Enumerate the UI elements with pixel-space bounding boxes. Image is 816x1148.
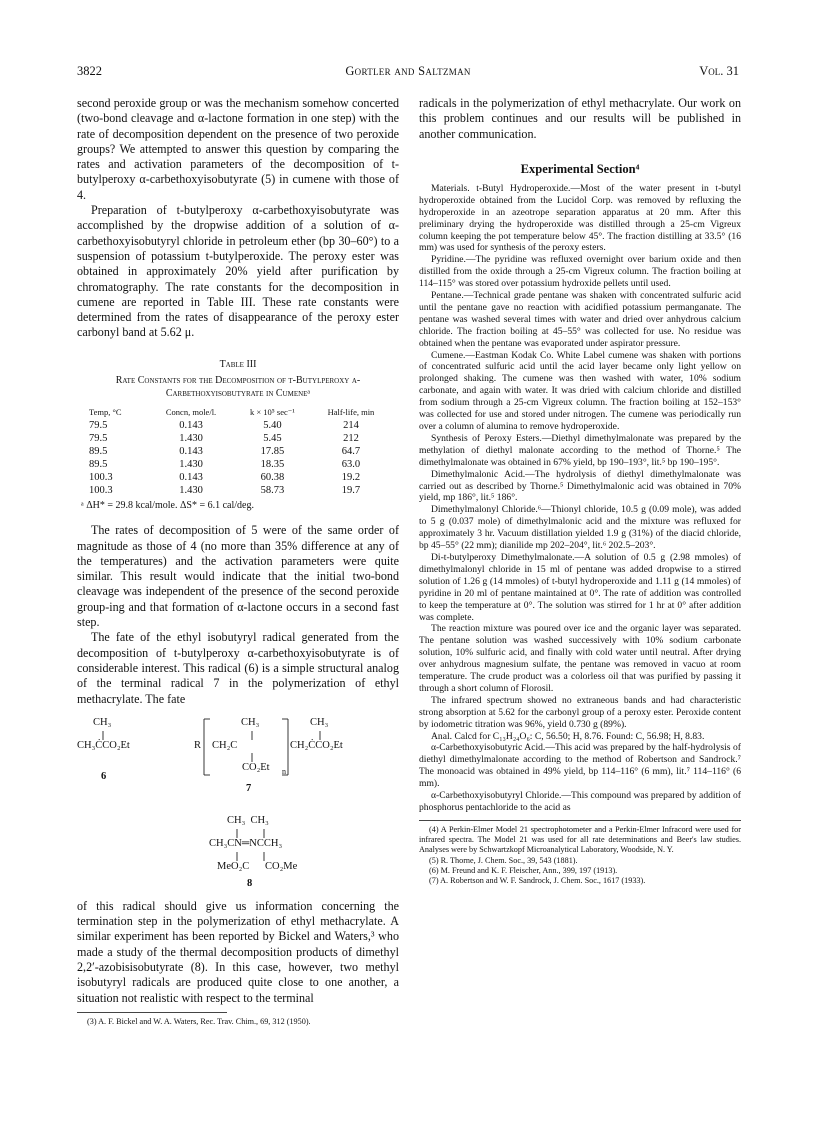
footnote-divider [419, 820, 741, 821]
table-header: Half-life, min [327, 406, 375, 417]
table-cell: 58.73 [260, 485, 285, 497]
table-row [81, 471, 391, 484]
structure-6-methyl: CH₃ [93, 716, 112, 728]
table-cell: 19.2 [341, 472, 361, 484]
structure-8-methyls: CH₃ CH₃ [227, 814, 269, 826]
table-cell: 214 [343, 420, 359, 432]
table-cell: 5.40 [263, 420, 282, 432]
table-label: Table III [219, 358, 257, 370]
footnote: (6) M. Freund and K. F. Fleischer, Ann., 399, 197 (1913). [429, 865, 618, 875]
table-cell: 0.143 [179, 472, 203, 484]
table-header: Concn, mole/l. [165, 406, 217, 417]
footnote: (3) A. F. Bickel and W. A. Waters, Rec. Trav. Chim., 69, 312 (1950). [87, 1016, 311, 1026]
table-row [81, 419, 391, 432]
table-cell: 64.7 [341, 446, 361, 458]
volume-label: Vol. 31 [699, 64, 739, 78]
experimental-paragraph: Dimethylmalonic Acid.—The hydrolysis of diethyl dimethylmalonate was carried out as described by Thorne.⁵ Dimethylmalonic acid was obtained in 70% yield, mp 186°, lit.⁵ 186°. [419, 468, 741, 504]
experimental-paragraph: Pyridine.—The pyridine was refluxed overnight over barium oxide and then distilled from the oxide through a 25-cm Vigreux column. The fraction boiling at 114–115° was stored over potassium hydroxide pellets until used. [419, 254, 741, 290]
footnote: (5) R. Thorne, J. Chem. Soc., 39, 543 (1881). [429, 855, 578, 865]
table-row [81, 458, 391, 471]
table-header: k × 10⁵ sec⁻¹ [250, 406, 295, 417]
structure-6-formula: CH₃ĊCO₂Et [77, 739, 130, 751]
experimental-paragraph: The reaction mixture was poured over ice and the organic layer was separated. The pentane solution was washed successively with 10% sodium carbonate solution, 10% sulfuric acid, and finally with cold water until neutral. After drying over anhydrous magnesium sulfate, the pentane was removed in vacuo at room temperature. The crude product was a colorless oil that was purified by passing it through a short column of Florosil. [419, 623, 741, 694]
structure-7-subscript: n [282, 766, 286, 776]
experimental-paragraph: The infrared spectrum showed no extraneous bands and had characteristic strong absorption at 5.62 for the carbonyl group of a peroxy ester. Peroxide content by iodometric titration was 96%, yield 0.730 g (89%). [419, 694, 741, 730]
table-row [81, 484, 391, 497]
table-cell: 212 [343, 433, 359, 445]
footnote: (7) A. Robertson and W. F. Sandrock, J. Chem. Soc., 1617 (1933). [429, 875, 646, 885]
chemical-structures [77, 713, 399, 893]
table-cell: 0.143 [179, 420, 203, 432]
right-column [419, 96, 741, 886]
table-cell: 17.85 [260, 446, 285, 458]
structure-8-esters: MeO₂C CO₂Me [217, 860, 298, 872]
table-cell: 18.35 [260, 459, 285, 471]
table-cell: 1.430 [179, 485, 203, 497]
paragraph: of this radical should give us information concerning the termination step in the polymerization of ethyl methacrylate. A similar experiment has been reported by Bickel and Waters,³ who made a study of the thermal decomposition products of dimethyl 2,2′-azobisisobutyrate (8). In this case, however, two methyl isobutyryl radicals are produced quite close to one another, a situation not realistic with respect to the terminal [77, 898, 399, 1005]
section-heading: Experimental Section⁴ [520, 161, 640, 176]
table-footnote: ᵃ ΔH* = 29.8 kcal/mole. ΔS* = 6.1 cal/deg. [81, 500, 254, 512]
table-cell: 79.5 [89, 420, 108, 432]
table-row [81, 432, 391, 445]
left-column [77, 96, 399, 1027]
paragraph: second peroxide group or was the mechanism somehow concerted (two-bond cleavage and α-lactone formation in one step) with the rate of decomposition dependent on the presence of two peroxide groups? We attempted to answer this question by comparing the rates and activation parameters of the decomposition of t-butylperoxy α-carbethoxyisobutyrate (5) in cumene with those of 4. [77, 96, 399, 202]
experimental-paragraph: Cumene.—Eastman Kodak Co. White Label cumene was shaken with portions of concentrated sulfuric acid until the acid layer became only light yellow on prolonged shaking. The cumene was then washed with water, 10% sodium carbonate, and again with water. It was dried with calcium chloride and distilled from sodium through a 25-cm Vigreux column. The fraction boiling at 152–153° was collected for use and stored under nitrogen. The cumene was periodically run over a column of alumina to remove hydroperoxide. [419, 349, 741, 433]
experimental-paragraph: Materials. t-Butyl Hydroperoxide.—Most of the water present in t-butyl hydroperoxide obtained from the Lucidol Corp. was removed by refluxing the hydroperoxide in an azeotrope separation apparatus at 20 mm. After this preliminary drying the hydroperoxide was distilled through a 25-cm Vigreux column keeping the pot temperature below 45°. The fraction distilling at 33.5° (16 mm) was used for synthesis of the peroxy esters. [419, 182, 741, 254]
table-cell: 63.0 [341, 459, 361, 471]
paragraph: The fate of the ethyl isobutyryl radical generated from the decomposition of t-butylperoxy α-carbethoxyisobutyrate is of considerable interest. This radical (6) is a simple structural analog of the terminal radical 7 in the polymerization of ethyl methacrylate. The fate [77, 630, 399, 706]
page-number: 3822 [77, 64, 102, 78]
paragraph: The rates of decomposition of 5 were of the same order of magnitude as those of 4 (no more than 35% difference at any of the temperatures) and the activation parameters were quite similar. This result would indicate that the initial two-bond cleavage was independent of the presence of the second peroxide group-ing and that formation of α-lactone occurs in a second fast step. [77, 523, 399, 630]
paragraph: Preparation of t-butylperoxy α-carbethoxyisobutyrate was accomplished by the dropwise addition of a solution of α-carbethoxyisobutyryl chloride in petroleum ether (bp 30–60°) to a suspension of potassium t-butylperoxide. The peroxy ester was obtained in approximately 20% yield after purification by chromatography. The rate constants for the decomposition in cumene are reported in Table III. These rate constants were determined from the rates of disappearance of the peroxy ester carbonyl band at 5.62 μ. [77, 203, 399, 340]
table-cell: 5.45 [263, 433, 282, 445]
footnote: (4) A Perkin-Elmer Model 21 spectrophotometer and a Perkin-Elmer Infracord were used for infrared spectra. The Model 21 was used for all rate determinations and Beer's law studies. Analyses were by Schwartzkopf Microanalytical Laboratory, Woodside, N. Y. [419, 824, 741, 855]
table-cell: 0.143 [179, 446, 203, 458]
table-header: Temp, °C [89, 406, 122, 417]
structure-7-ester: CO₂Et [242, 761, 270, 773]
experimental-paragraph: α-Carbethoxyisobutyryl Chloride.—This compound was prepared by addition of phosphorus pentachloride to the acid as [419, 790, 741, 814]
structure-8-number: 8 [247, 877, 253, 889]
running-title: Gortler and Saltzman [345, 64, 471, 78]
experimental-paragraph: Synthesis of Peroxy Esters.—Diethyl dimethylmalonate was prepared by the methylation of diethyl malonate according to the method of Thorne.⁵ The dimethylmalonate was obtained in 67% yield, bp 190–193°, lit.⁵ bp 190–195°. [419, 432, 741, 468]
table-cell: 89.5 [89, 459, 108, 471]
structure-7-terminal: CH₂ĊCO₂Et [290, 739, 343, 751]
table-caption: Rate Constants for the Decomposition of t-Butylperoxy α-Carbethoxyisobutyrate in Cumeneᵃ [115, 375, 361, 399]
table-cell: 19.7 [341, 485, 361, 497]
experimental-paragraph: Pentane.—Technical grade pentane was shaken with concentrated sulfuric acid until the pentane gave no reaction with acidified potassium permanganate. The pentane was washed several times with water and dried over anhydrous calcium chloride. The fraction boiling at 45–55° was collected for use. No residue was obtained when the pentane was evaporated under aspirator pressure. [419, 290, 741, 349]
experimental-paragraph: Dimethylmalonyl Chloride.⁶—Thionyl chloride, 10.5 g (0.09 mole), was added to 5 g (0.037 mole) of dimethylmalonic acid and the mixture was refluxed for approximately 3 hr. Vacuum distillation yielded 1.9 g (31%) of the diacid chloride, bp 45–55° (22 mm); dianilide mp 202–204°, lit.⁶ 202.5–203°. [419, 504, 741, 552]
footnote-divider [77, 1012, 227, 1013]
table-cell: 1.430 [179, 433, 203, 445]
table-cell: 60.38 [260, 472, 285, 484]
structure-7-number: 7 [246, 782, 252, 794]
table-cell: 100.3 [89, 485, 113, 497]
structure-6-number: 6 [101, 770, 107, 782]
table-cell: 89.5 [89, 446, 108, 458]
table-cell: 79.5 [89, 433, 108, 445]
table-row [81, 445, 391, 458]
analysis-line: Anal. Calcd for C₁₃H₂₄O₆: C, 56.50; H, 8.76. Found: C, 56.98; H, 8.83. [431, 730, 705, 742]
structure-7-methyl: CH₃ [310, 716, 329, 728]
structure-7-chain: CH₂C [212, 739, 238, 751]
experimental-paragraph: Di-t-butylperoxy Dimethylmalonate.—A solution of 0.5 g (2.98 mmoles) of dimethylmalonyl chloride in 15 ml of pentane was added dropwise to a stirred solution of 1.26 g (14 mmoles) of t-butyl hydroperoxide and 1.11 g (14 mmoles) of pyridine in 20 ml of pentane maintained at 0°. The rate of addition was controlled to keep the temperature at 0°. The solution was stirred for 1 hr at 0° after addition was complete. [419, 551, 741, 623]
paragraph: radicals in the polymerization of ethyl methacrylate. Our work on this problem continues and our results will be published in another communication. [419, 96, 741, 141]
page-header [77, 64, 739, 84]
table-cell: 1.430 [179, 459, 203, 471]
rate-constants-table [81, 406, 391, 497]
structure-7-r-group: R [194, 739, 202, 751]
structure-7-methyl: CH₃ [241, 716, 260, 728]
structure-8-formula: CH₃CN═NCCH₃ [209, 837, 283, 849]
experimental-paragraph: α-Carbethoxyisobutyric Acid.—This acid was prepared by the half-hydrolysis of diethyl dimethylmalonate according to the method of Robertson and Sandrock.⁷ The monoacid was obtained in 49% yield, bp 114–116° (6 mm), lit.⁷ 114–116° (6 mm). [419, 742, 741, 790]
table-cell: 100.3 [89, 472, 113, 484]
